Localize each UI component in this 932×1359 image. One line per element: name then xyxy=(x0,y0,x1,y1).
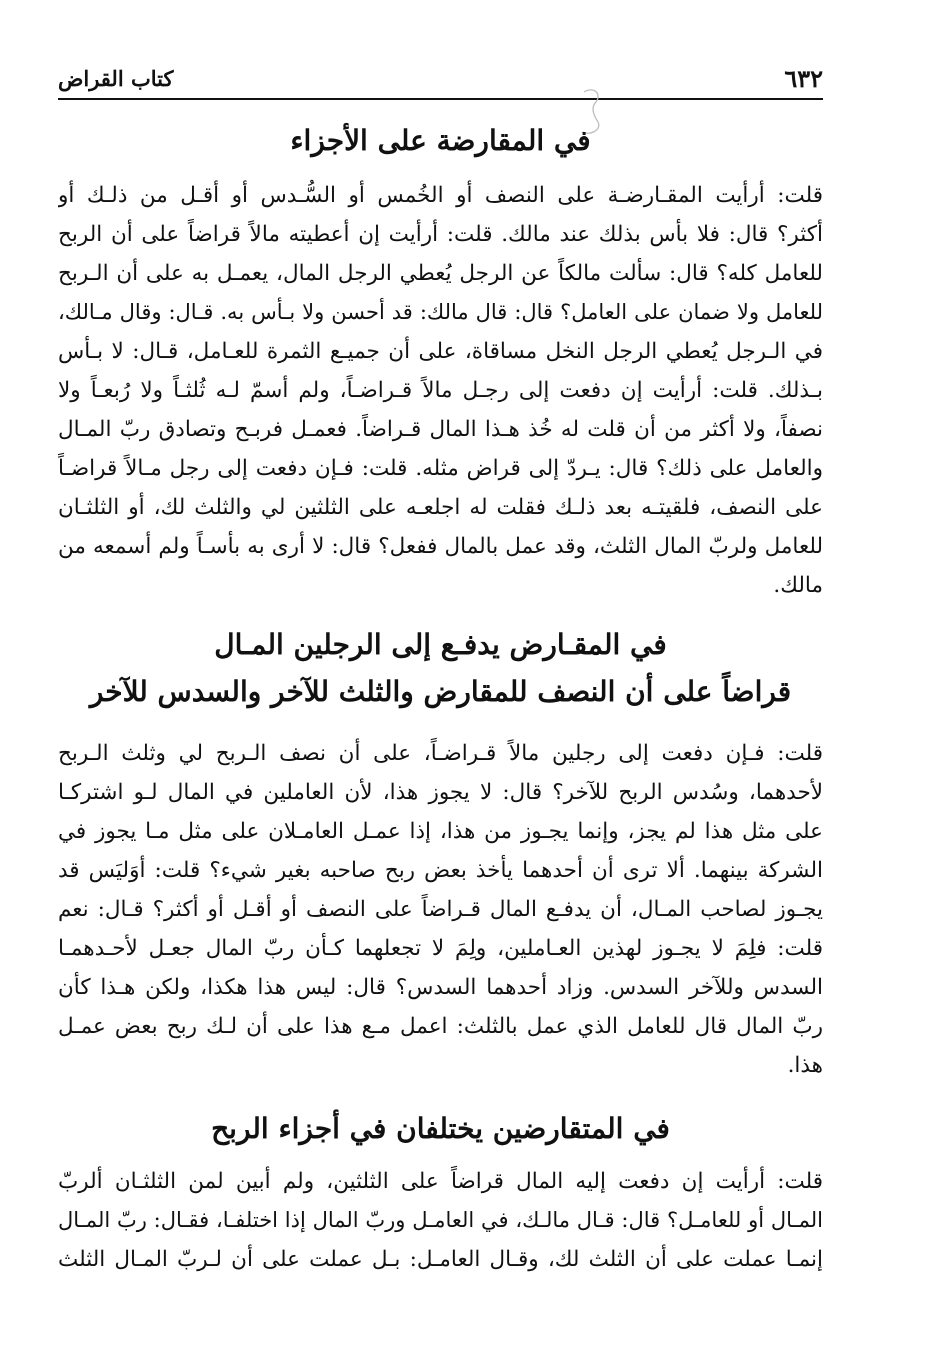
text-line: قلت: أرأيت المقـارضـة على النصف أو الخُمس أو السُّـدس أو أقـل من ذلـك أو xyxy=(58,183,823,208)
section-title-line: في المتقارضين يختلفان في أجزاء الربح xyxy=(211,1112,670,1145)
section-1-text xyxy=(58,176,823,605)
section-title-1 xyxy=(58,124,823,157)
text-line: إنمـا عملت على أن الثلث لك، وقـال العامـل: بـل عملت على أن لـربّ المـال الثلث xyxy=(58,1247,823,1272)
section-title-line: في المقـارض يدفـع إلى الرجلين المـال xyxy=(214,628,667,661)
text-line: المـال أو للعامـل؟ قال: قـال مالـك، في العامـل وربّ المال إذا اختلفـا، فقـال: ربّ المـال xyxy=(58,1208,823,1232)
section-3-text xyxy=(58,1162,823,1279)
text-line: والعامل على ذلك؟ قال: يـردّ إلى قراض مثله. قلت: فـإن دفعت إلى رجل مـالاً قراضـاً xyxy=(58,456,823,481)
page-number: ٦٣٢ xyxy=(784,64,823,93)
text-line: قلت: فـإن دفعت إلى رجلين مالاً قـراضـاً، على أن نصف الـربح لي وثلث الـربح xyxy=(58,741,823,766)
text-line: للعامل ولربّ المال الثلث، وقد عمل بالمال ففعل؟ قال: لا أرى به بأسـاً ولم أسمعه من xyxy=(58,534,823,559)
text-line: مالك. xyxy=(773,573,823,598)
text-line: نصفاً، ولا أكثر من أن قلت له خُذ هـذا المال قـراضاً. فعمـل فربـح وتصادق ربّ المـال xyxy=(58,417,823,442)
text-line: للعامل ولا ضمان على العامل؟ قال: قال مالك: قد أحسن ولا بـأس به. قـال: وقال مـالك، xyxy=(58,300,823,324)
text-line: هذا. xyxy=(787,1053,823,1078)
section-title-2 xyxy=(58,628,823,661)
text-line: قلت: أرأيت إن دفعت إليه المال قراضاً على الثلثين، ولم أبين لمن الثلثـان ألربّ xyxy=(58,1169,823,1194)
text-line: الشركة بينهما. ألا ترى أن أحدهما يأخذ بعض ربح صاحبه بغير شيء؟ قلت: أوَليَس قد xyxy=(58,858,823,883)
text-line: السدس وللآخر السدس. وزاد أحدهما السدس؟ قال: ليس هذا هكذا، ولكن هـذا كأن xyxy=(58,975,823,1000)
running-header xyxy=(58,58,823,100)
text-line: في الـرجل يُعطي الرجل النخل مساقاة، على أن جميـع الثمرة للعـامل، قـال: لا بـأس xyxy=(58,339,823,364)
section-title-3 xyxy=(58,1112,823,1145)
text-line: أكثر؟ قال: فلا بأس بذلك عند مالك. قلت: أرأيت إن أعطيته مالاً قراضاً على أن الربح xyxy=(58,222,823,247)
text-line: بـذلك. قلت: أرأيت إن دفعت إلى رجـل مالاً قـراضـاً، ولم أسمّ لـه ثُلثـاً ولا رُبعـاً ولا xyxy=(58,378,823,403)
section-title-2b xyxy=(58,675,823,708)
text-line: للعامل كله؟ قال: سألت مالكاً عن الرجل يُعطي الرجل المال، يعمـل به على أن الـربح xyxy=(58,261,823,286)
text-line: قلت: فلِمَ لا يجـوز لهذين العـاملين، ولِمَ لا تجعلهما كـأن ربّ المال جعـل لأحـدهمـا xyxy=(58,936,823,961)
book-title: كتاب القراض xyxy=(58,66,174,91)
section-title-line: في المقارضة على الأجزاء xyxy=(290,124,591,157)
text-line: ربّ المال قال للعامل الذي عمل بالثلث: اعمل مـع هذا على أن لـك ربح بعض عمـل xyxy=(58,1014,823,1039)
section-2-text xyxy=(58,734,823,1085)
section-title-line: قراضاً على أن النصف للمقارض والثلث للآخر والسدس للآخر xyxy=(89,675,792,708)
text-line: على مثل هذا لم يجز، وإنما يجـوز من هذا، إذا عمـل العامـلان على مثل مـا يجوز في xyxy=(58,819,823,844)
text-line: على النصف، فلقيتـه بعد ذلـك فقلت له اجلعـه على الثلثين لي والثلث لك، أو الثلثـان xyxy=(58,495,823,520)
text-line: لأحدهما، وسُدس الربح للآخر؟ قال: لا يجوز هذا، لأن العاملين في المال لـو اشتركـا xyxy=(58,780,823,805)
text-line: يجـوز لصاحب المـال، أن يدفـع المال قـراضاً على النصف أو أقـل أو أكثر؟ قـال: نعم xyxy=(58,897,823,922)
